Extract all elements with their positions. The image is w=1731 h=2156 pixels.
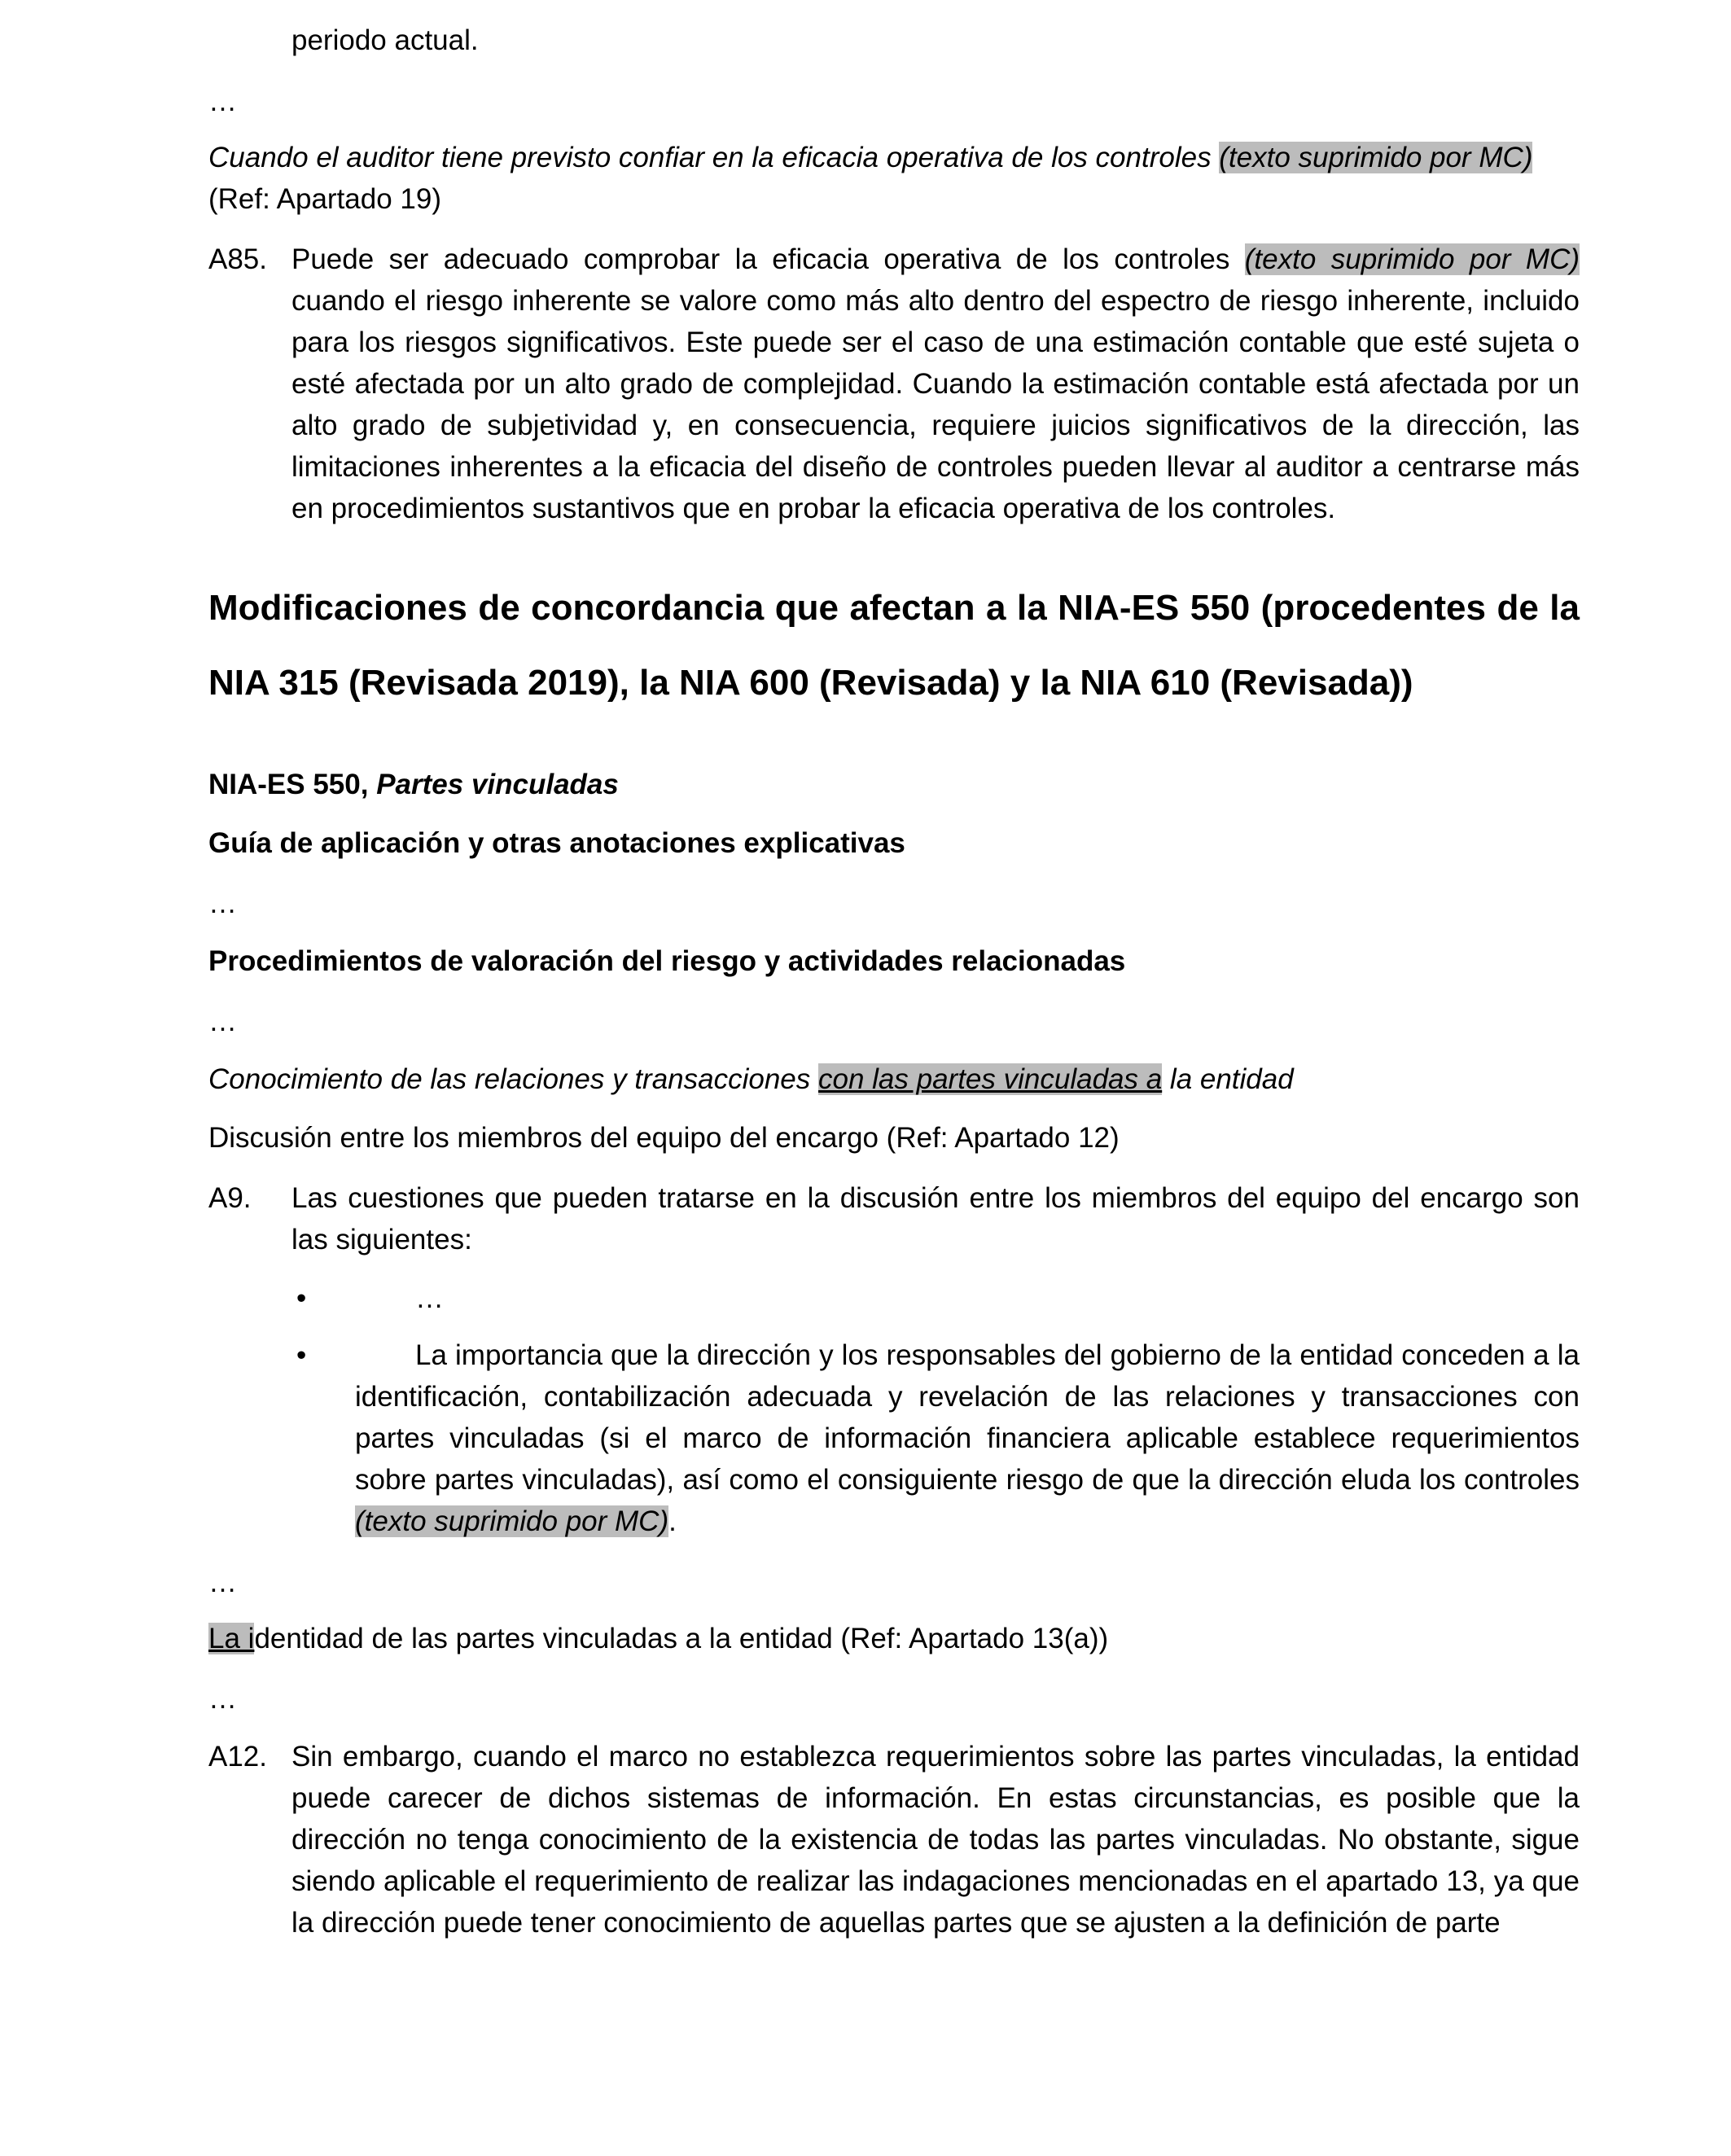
- section-heading: Modificaciones de concordancia que afectan a la NIA-ES 550 (procedentes de la NIA 315 (Revisada 2019), la NIA 600 (Revisada) y la NIA 610 (Revisada)): [208, 588, 1580, 703]
- suppressed-text-marker: (texto suprimido por MC): [1219, 142, 1533, 173]
- bullet-2-body: La importancia que la dirección y los responsables del gobierno de la entidad conceden a la identificación, contabilización adecuada y revelación de las relaciones y transacciones con partes vinculadas (si el marco de información financiera aplicable establece requerimientos sobre partes vinculadas), así como el consiguiente riesgo de que la dirección eluda los controles: [355, 1339, 1580, 1496]
- paragraph-a85: [291, 239, 1580, 529]
- bullet-1-mark: •: [296, 1282, 307, 1314]
- ellipsis-4: …: [208, 1567, 237, 1598]
- standard-code: NIA-ES 550,: [208, 769, 377, 800]
- standard-name: Partes vinculadas: [376, 769, 619, 800]
- knowledge-subheading-b: la entidad: [1162, 1063, 1294, 1095]
- knowledge-subheading: [208, 1058, 1294, 1100]
- inserted-text-marker: La i: [208, 1623, 255, 1654]
- identity-subheading: [208, 1618, 1108, 1659]
- suppressed-text-marker: (texto suprimido por MC): [1244, 243, 1580, 275]
- subheading-controles: [208, 137, 1580, 220]
- bullet-2-mark: •: [296, 1339, 307, 1371]
- paragraph-a85-pre: Puede ser adecuado comprobar la eficacia operativa de los controles: [291, 243, 1245, 275]
- identity-subheading-rest: dentidad de las partes vinculadas a la entidad (Ref: Apartado 13(a)): [254, 1623, 1109, 1654]
- paragraph-a12: Sin embargo, cuando el marco no establezca requerimientos sobre las partes vinculadas, la entidad puede carecer de dichos sistemas de información. En estas circunstancias, es posible que la dirección no tenga conocimiento de la existencia de todas las partes vinculadas. No obstante, sigue siendo aplicable el requerimiento de realizar las indagaciones mencionadas en el apartado 13, ya que la dirección puede tener conocimiento de aquellas partes que se ajusten a la definición de parte: [291, 1741, 1580, 1939]
- knowledge-subheading-a: Conocimiento de las relaciones y transacciones: [208, 1063, 818, 1095]
- suppressed-text-marker: (texto suprimido por MC): [355, 1505, 669, 1537]
- ellipsis-3: …: [208, 1006, 237, 1037]
- paragraph-a9: Las cuestiones que pueden tratarse en la discusión entre los miembros del equipo del encargo son las siguientes:: [291, 1182, 1580, 1255]
- paragraph-number-a85: A85.: [208, 243, 267, 275]
- discussion-subheading: Discusión entre los miembros del equipo del encargo (Ref: Apartado 12): [208, 1122, 1120, 1154]
- procedures-heading: Procedimientos de valoración del riesgo y actividades relacionadas: [208, 945, 1126, 977]
- bullet-2-end: .: [668, 1505, 677, 1537]
- bullet-2-text: [355, 1334, 1580, 1542]
- ellipsis-2: …: [208, 887, 237, 919]
- ellipsis-1: …: [208, 85, 237, 117]
- guide-heading: Guía de aplicación y otras anotaciones explicativas: [208, 827, 905, 859]
- reference: (Ref: Apartado 19): [208, 183, 441, 215]
- subheading-controles-text: Cuando el auditor tiene previsto confiar en la eficacia operativa de los controles: [208, 142, 1220, 173]
- inserted-text-marker: con las partes vinculadas a: [818, 1063, 1163, 1095]
- bullet-1-text: …: [415, 1282, 444, 1314]
- ellipsis-5: …: [208, 1683, 237, 1715]
- continuation-line: periodo actual.: [291, 24, 479, 56]
- paragraph-number-a9: A9.: [208, 1182, 252, 1214]
- paragraph-a85-post: cuando el riesgo inherente se valore como más alto dentro del espectro de riesgo inherente, incluido para los riesgos significativos. Este puede ser el caso de una estimación contable que esté sujeta o esté afectada por un alto grado de complejidad. Cuando la estimación contable está afectada por un alto grado de subjetividad y, en consecuencia, requiere juicios significativos de la dirección, las limitaciones inherentes a la eficacia del diseño de controles pueden llevar al auditor a centrarse más en procedimientos sustantivos que en probar la eficacia operativa de los controles.: [291, 285, 1580, 524]
- paragraph-number-a12: A12.: [208, 1741, 267, 1773]
- standard-title: [208, 764, 619, 805]
